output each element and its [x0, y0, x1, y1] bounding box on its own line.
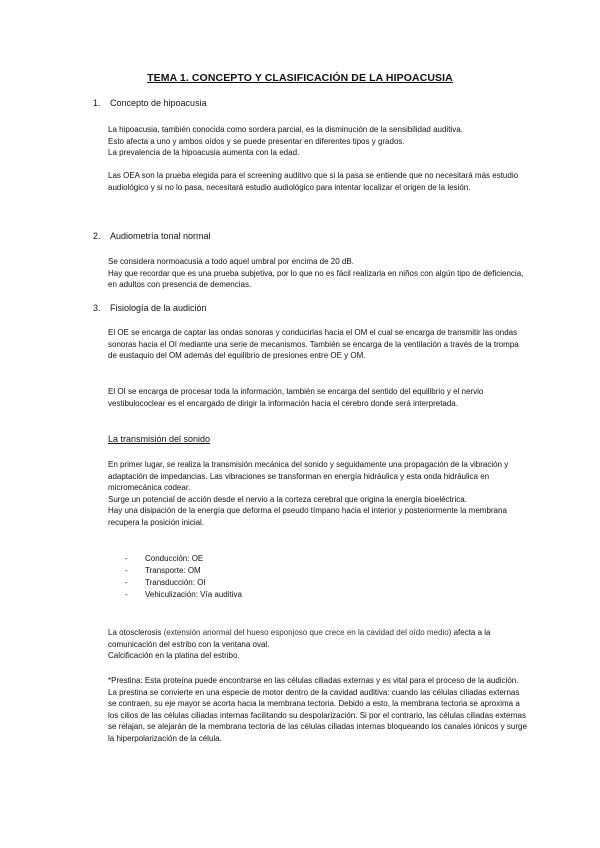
- bullet-dash: -: [125, 554, 128, 563]
- paragraph-line: Esto afecta a uno y ambos oídos y se puede presentar en diferentes tipos y grados.: [108, 136, 405, 146]
- paragraph-text: El OE se encarga de captar las ondas sonoras y conducirlas hacia el OM el cual se encarga de transmitir las ondas sonoras hacia el OI mediante una serie de mecanismos. También se encarga de la ventilación a través de la trompa de eustaquio del OM además del equilibrio de presiones entre OE y OM.: [108, 328, 519, 360]
- section-title: Fisiología de la audición: [110, 303, 207, 313]
- section-3-paragraph-1: [108, 327, 528, 362]
- bullet-text: Vehiculización: Vía auditiva: [145, 590, 242, 599]
- bullet-text: Transducción: OI: [145, 578, 206, 587]
- section-number: 2.: [93, 231, 101, 241]
- paragraph-line: Se considera normoacusia a todo aquel umbral por encima de 20 dB.: [108, 257, 354, 266]
- section-number: 3.: [93, 303, 101, 313]
- bullet-dash: -: [125, 578, 128, 587]
- otosclerosis-lead: La otosclerosis: [108, 628, 162, 637]
- prestina-note: [108, 675, 528, 744]
- paragraph-text: Las OEA son la prueba elegida para el screening auditivo que si la pasa se entiende que no necesitará más estudio audiológico y si no lo pasa, necesitará estudio audiológico para intentar localizar el origen de la lesión.: [108, 171, 519, 192]
- paragraph-text: Surge un potencial de acción desde el nervio a la corteza cerebral que origina la energía bioeléctrica.: [108, 494, 467, 504]
- section-2-paragraph-1: [108, 256, 528, 291]
- paragraph-text: Hay una disipación de la energía que deforma el pseudo tímpano hacia el interior y posteriormente la membrana recupera la posición inicial.: [108, 506, 507, 527]
- paragraph-text: En primer lugar, se realiza la transmisión mecánica del sonido y seguidamente una propagación de la vibración y adaptación de impedancias. Las vibraciones se transforman en energía hidráulica y esta onda hidráulica en micromecánica codear.: [108, 460, 509, 492]
- bullet-dash: -: [125, 566, 128, 575]
- paragraph-line: Calcificación en la platina del estribo.: [108, 651, 240, 660]
- paragraph-text: *Prestina: Esta proteína puede encontrarse en las células ciliadas externas y es vital para el proceso de la audición. La prestina se convierte en una especie de motor dentro de la cavidad auditiva: cuando las células ciliadas externas se contraen, su eje mayor se acorta hacia la membrana tectoria. Debido a esto, la membrana tectoria se aproxima a los cilios de las células ciliadas internas facilitando su despolarización. Si por el contrario, las células ciliadas externas se relajan, se alejarán de la membrana tectoria de las células ciliadas internas bloqueando los canales iónicos y surge la hiperpolarización de la célula.: [108, 676, 527, 743]
- section-title: Audiometría tonal normal: [110, 231, 211, 241]
- bullet-text: Conducción: OE: [145, 554, 204, 563]
- otosclerosis-rest: afecta a la comunicación del estribo con la ventana oval.: [108, 628, 491, 649]
- paragraph-line: La prevalencia de la hipoacusia aumenta con la edad.: [108, 148, 300, 157]
- page-title: TEMA 1. CONCEPTO Y CLASIFICACIÓN DE LA HIPOACUSIA: [147, 72, 453, 84]
- section-3-paragraph-2: [108, 386, 528, 409]
- transmission-paragraph: [108, 459, 528, 528]
- otosclerosis-paragraph: [108, 627, 528, 662]
- section-1-paragraph-1: [108, 124, 528, 159]
- bullet-dash: -: [125, 590, 128, 599]
- section-number: 1.: [93, 98, 101, 108]
- section-title: Concepto de hipoacusia: [110, 98, 207, 108]
- subsection-heading: La transmisión del sonido: [108, 434, 211, 444]
- paragraph-text: El OI se encarga de procesar toda la información, también se encarga del sentido del equilibrio y el nervio vestibulococlear es el encargado de dirigir la información hacia el cerebro donde será interpretada.: [108, 387, 484, 408]
- paragraph-line: Hay que recordar que es una prueba subjetiva, por lo que no es fácil realizarla en niños con algún tipo de deficiencia, en adultos con presencia de demencias.: [108, 268, 524, 289]
- otosclerosis-parenthetical: (extensión anormal del hueso esponjoso que crece en la cavidad del oído medio): [163, 628, 452, 637]
- paragraph-text: [108, 627, 528, 650]
- paragraph-line: La hipoacusia, también conocida como sordera parcial, es la disminución de la sensibilidad auditiva.: [108, 125, 463, 134]
- section-1-paragraph-2: [108, 170, 528, 193]
- bullet-text: Transporte: OM: [145, 566, 201, 575]
